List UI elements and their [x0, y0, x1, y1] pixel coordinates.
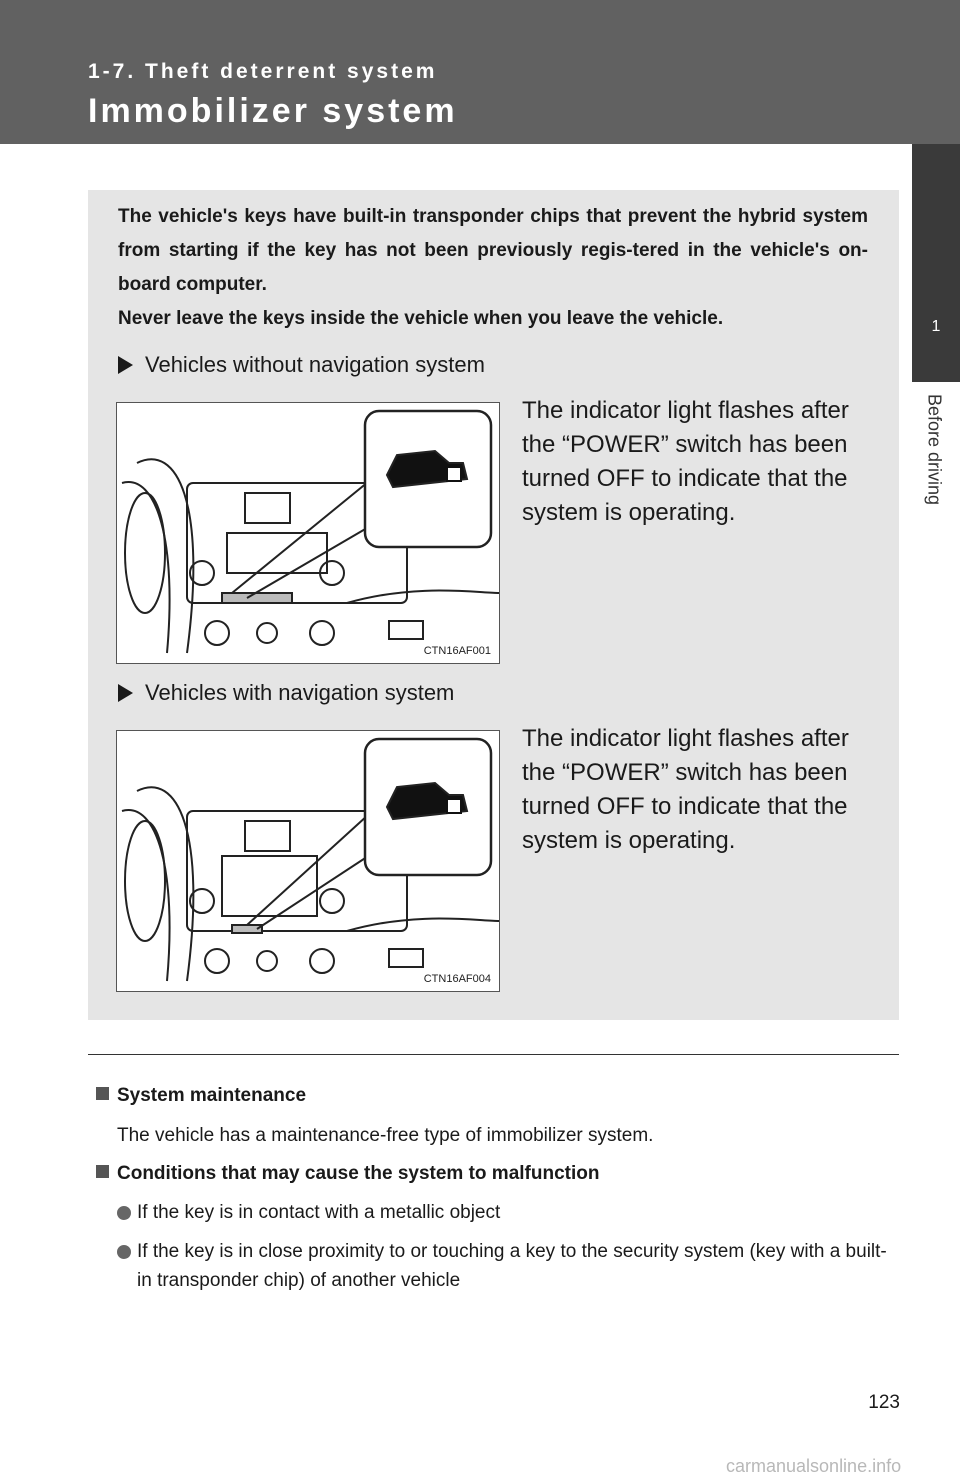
page-title: Immobilizer system	[88, 92, 458, 130]
variant-label-nav	[118, 680, 454, 706]
dashboard-illustration-no-nav	[116, 402, 500, 664]
maintenance-heading-text: System maintenance	[117, 1085, 307, 1106]
maintenance-heading	[96, 1085, 306, 1107]
triangle-arrow-icon	[118, 684, 133, 702]
variant-label-text: Vehicles with navigation system	[145, 680, 455, 705]
watermark: carmanualsonline.info	[726, 1456, 902, 1476]
malfunction-item-text: If the key is in close proximity to or touching a key to the security system (key with a built-in transponder chip) of another vehicle	[137, 1241, 887, 1291]
circle-bullet-icon	[117, 1245, 131, 1259]
chapter-tab[interactable]	[912, 144, 960, 382]
intro-warning: Never leave the keys inside the vehicle when you leave the vehicle.	[118, 308, 724, 329]
circle-bullet-icon	[117, 1206, 131, 1220]
section-label: 1-7. Theft deterrent system	[88, 60, 438, 83]
maintenance-text: The vehicle has a maintenance-free type of immobilizer system.	[117, 1125, 654, 1146]
dashboard-illustration-nav	[116, 730, 500, 992]
intro-paragraph: The vehicle's keys have built-in transponder chips that prevent the hybrid system from starting if the key has not been previously regis-tered in the vehicle's on-board computer.	[118, 206, 868, 295]
chapter-title-wrap	[914, 394, 954, 534]
side-tab-top	[912, 0, 960, 144]
malfunction-heading	[96, 1163, 599, 1185]
figure-code: CTN16AF001	[423, 645, 491, 657]
malfunction-item-text: If the key is in contact with a metallic object	[137, 1202, 501, 1223]
figure-code: CTN16AF004	[423, 973, 491, 985]
intro-text	[118, 200, 868, 336]
square-bullet-icon	[96, 1165, 109, 1178]
dashboard-drawing	[117, 403, 499, 663]
page-number: 123	[868, 1392, 900, 1413]
square-bullet-icon	[96, 1087, 109, 1100]
section-divider	[88, 1054, 899, 1055]
dashboard-drawing	[117, 731, 499, 991]
chapter-number: 1	[931, 318, 941, 335]
malfunction-item	[117, 1198, 897, 1227]
variant-description-no-nav: The indicator light flashes after the “POWER” switch has been turned OFF to indicate that the system is operating.	[522, 397, 849, 526]
malfunction-item	[117, 1237, 897, 1295]
variant-label-text: Vehicles without navigation system	[145, 352, 485, 377]
chapter-title: Before driving	[924, 394, 945, 506]
triangle-arrow-icon	[118, 356, 133, 374]
malfunction-heading-text: Conditions that may cause the system to malfunction	[117, 1163, 600, 1184]
variant-description-nav: The indicator light flashes after the “POWER” switch has been turned OFF to indicate that the system is operating.	[522, 725, 849, 854]
variant-label-no-nav	[118, 352, 485, 378]
